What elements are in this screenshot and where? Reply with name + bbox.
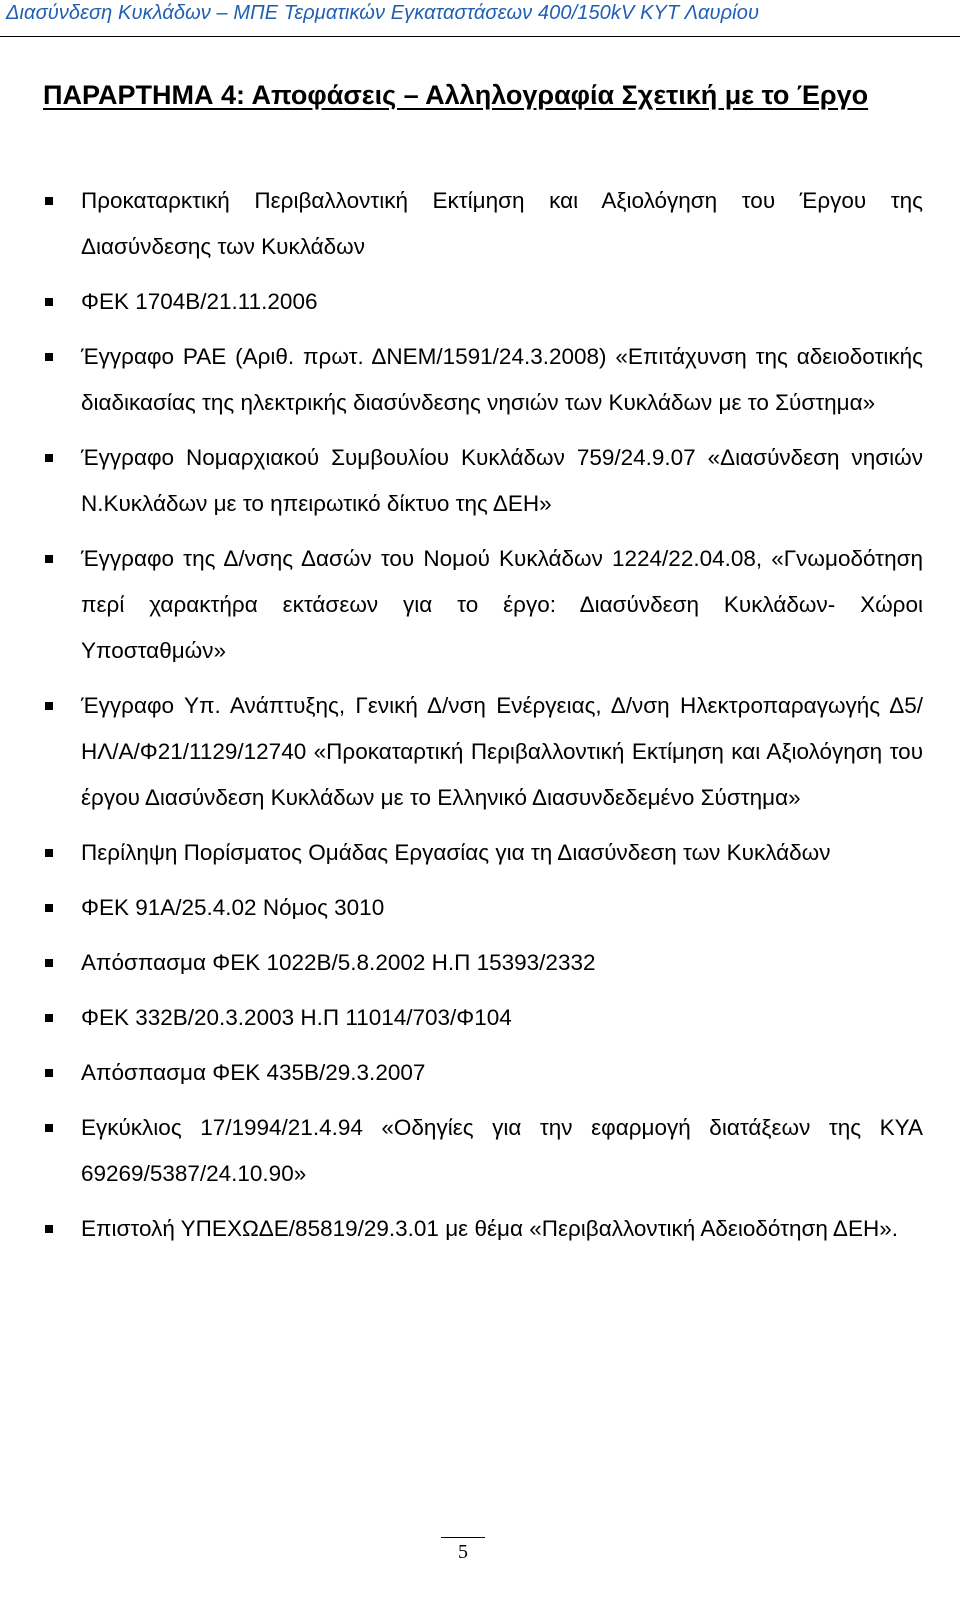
page-title: ΠΑΡΑΡΤΗΜΑ 4: Αποφάσεις – Αλληλογραφία Σχετική με το Έργο bbox=[43, 80, 869, 110]
list-item bbox=[43, 1206, 923, 1252]
square-bullet-icon bbox=[45, 1014, 53, 1022]
list-item bbox=[43, 1050, 923, 1096]
square-bullet-icon bbox=[45, 702, 53, 710]
square-bullet-icon bbox=[45, 298, 53, 306]
square-bullet-icon bbox=[45, 1225, 53, 1233]
list-item bbox=[43, 940, 923, 986]
list-item bbox=[43, 830, 923, 876]
square-bullet-icon bbox=[45, 849, 53, 857]
square-bullet-icon bbox=[45, 197, 53, 205]
list-item bbox=[43, 334, 923, 426]
list-item bbox=[43, 536, 923, 674]
list-item-text: ΦΕΚ 91Α/25.4.02 Νόμος 3010 bbox=[81, 895, 385, 920]
list-item-text: Έγγραφο Νομαρχιακού Συμβουλίου Κυκλάδων 759/24.9.07 «Διασύνδεση νησιών Ν.Κυκλάδων με το ηπειρωτικό δίκτυο της ΔΕΗ» bbox=[81, 445, 923, 516]
running-header bbox=[0, 0, 960, 37]
square-bullet-icon bbox=[45, 454, 53, 462]
list-item-text: Απόσπασμα ΦΕΚ 435Β/29.3.2007 bbox=[81, 1060, 426, 1085]
square-bullet-icon bbox=[45, 1124, 53, 1132]
list-item-text: Απόσπασμα ΦΕΚ 1022Β/5.8.2002 Η.Π 15393/2332 bbox=[81, 950, 596, 975]
list-item bbox=[43, 279, 923, 325]
page-number: 5 bbox=[458, 1541, 468, 1563]
list-item bbox=[43, 995, 923, 1041]
list-item-text: Έγγραφο Υπ. Ανάπτυξης, Γενική Δ/νση Ενέργειας, Δ/νση Ηλεκτροπαραγωγής Δ5/ΗΛ/Α/Φ21/1129/12740 «Προκαταρτική Περιβαλλοντική Εκτίμηση και Αξιολόγηση του έργου Διασύνδεση Κυκλάδων με το Ελληνικό Διασυνδεδεμένο Σύστημα» bbox=[81, 693, 923, 810]
reference-list bbox=[43, 178, 923, 1261]
list-item bbox=[43, 683, 923, 821]
list-item-text: Έγγραφο ΡΑΕ (Αριθ. πρωτ. ΔΝΕΜ/1591/24.3.2008) «Επιτάχυνση της αδειοδοτικής διαδικασίας της ηλεκτρικής διασύνδεσης νησιών των Κυκλάδων με το Σύστημα» bbox=[81, 344, 923, 415]
square-bullet-icon bbox=[45, 353, 53, 361]
list-item bbox=[43, 178, 923, 270]
list-item-text: Έγγραφο της Δ/νσης Δασών του Νομού Κυκλάδων 1224/22.04.08, «Γνωμοδότηση περί χαρακτήρα εκτάσεων για το έργο: Διασύνδεση Κυκλάδων- Χώροι Υποσταθμών» bbox=[81, 546, 923, 663]
list-item-text: Επιστολή ΥΠΕΧΩΔΕ/85819/29.3.01 με θέμα «Περιβαλλοντική Αδειοδότηση ΔΕΗ». bbox=[81, 1216, 898, 1241]
list-item-text: ΦΕΚ 1704Β/21.11.2006 bbox=[81, 289, 318, 314]
list-item bbox=[43, 1105, 923, 1197]
list-item-text: ΦΕΚ 332Β/20.3.2003 Η.Π 11014/703/Φ104 bbox=[81, 1005, 512, 1030]
list-item bbox=[43, 885, 923, 931]
square-bullet-icon bbox=[45, 555, 53, 563]
footer-divider bbox=[441, 1537, 485, 1538]
list-item-text: Εγκύκλιος 17/1994/21.4.94 «Οδηγίες για την εφαρμογή διατάξεων της ΚΥΑ 69269/5387/24.10.90» bbox=[81, 1115, 923, 1186]
square-bullet-icon bbox=[45, 959, 53, 967]
list-item-text: Προκαταρκτική Περιβαλλοντική Εκτίμηση και Αξιολόγηση του Έργου της Διασύνδεσης των Κυκλάδων bbox=[81, 188, 923, 259]
running-header-title: Διασύνδεση Κυκλάδων – ΜΠΕ Τερματικών Εγκαταστάσεων 400/150kV ΚΥΤ Λαυρίου bbox=[6, 2, 760, 24]
list-item-text: Περίληψη Πορίσματος Ομάδας Εργασίας για τη Διασύνδεση των Κυκλάδων bbox=[81, 840, 831, 865]
square-bullet-icon bbox=[45, 904, 53, 912]
list-item bbox=[43, 435, 923, 527]
square-bullet-icon bbox=[45, 1069, 53, 1077]
